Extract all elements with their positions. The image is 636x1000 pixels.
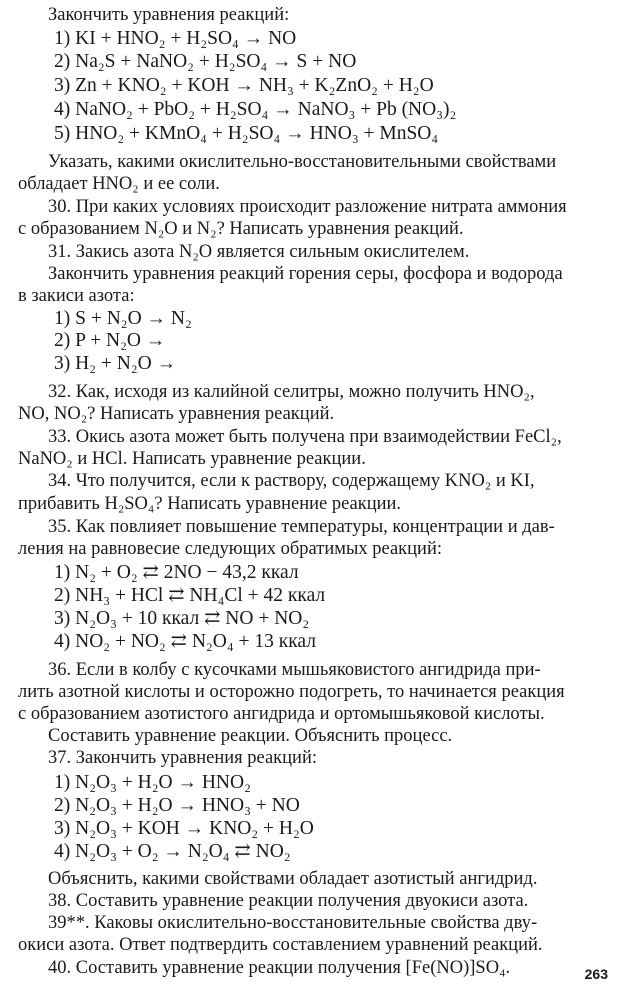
paragraph-line: с образованием азотистого ангидрида и ортомышьяковой кислоты. (18, 704, 545, 725)
equation: 4) NO₂ + NO₂ ⇄ N₂O₄ + 13 ккал (54, 631, 316, 653)
equation: 2) P + N₂O → (54, 329, 166, 351)
paragraph-line: обладает HNO₂ и ее соли. (18, 174, 220, 195)
paragraph-line: NaNO₂ и HCl. Написать уравнение реакции. (18, 449, 366, 470)
paragraph-line: Указать, какими окислительно-восстановительными свойствами (48, 152, 557, 173)
paragraph-line: NO, NO₂? Написать уравнения реакций. (18, 404, 335, 425)
equation: 1) KI + HNO₂ + H₂SO₄ → NO (54, 27, 297, 49)
paragraph-line: Объяснить, какими свойствами обладает азотистый ангидрид. (48, 868, 538, 889)
problem-39: 39**. Каковы окислительно-восстановительные свойства дву- (48, 912, 538, 933)
equation: 4) NaNO₂ + PbO₂ + H₂SO₄ → NaNO₃ + Pb (NO₃)₂ (54, 99, 457, 121)
equation: 3) N₂O₃ + KOH → KNO₂ + H₂O (54, 817, 314, 839)
equation: 1) S + N₂O → N₂ (54, 307, 192, 329)
paragraph-line: окиси азота. Ответ подтвердить составлением уравнений реакций. (18, 935, 543, 956)
problem-33: 33. Окись азота может быть получена при взаимодействии FeCl₂, (48, 427, 562, 448)
equation: 2) Na₂S + NaNO₂ + H₂SO₄ → S + NO (54, 50, 357, 72)
equation: 1) N₂ + O₂ ⇄ 2NO − 43,2 ккал (54, 561, 299, 583)
equation: 5) HNO₂ + KMnO₄ + H₂SO₄ → HNO₃ + MnSO₄ (54, 123, 439, 145)
equation: 4) N₂O₃ + O₂ → N₂O₄ ⇄ NO₂ (54, 840, 291, 862)
problem-30: 30. При каких условиях происходит разложение нитрата аммония (48, 197, 567, 218)
equation: 3) H₂ + N₂O → (54, 353, 177, 375)
equation: 2) N₂O₃ + H₂O → HNO₃ + NO (54, 794, 300, 816)
paragraph-line: лить азотной кислоты и осторожно подогреть, то начинается реакция (18, 682, 565, 703)
paragraph-line: в закиси азота: (18, 285, 135, 306)
task-heading: Закончить уравнения реакций: (48, 4, 290, 25)
paragraph-line: с образованием N₂O и N₂? Написать уравнения реакций. (18, 219, 464, 240)
equation: 1) N₂O₃ + H₂O → HNO₂ (54, 771, 251, 793)
paragraph-line: Закончить уравнения реакций горения серы, фосфора и водорода (48, 263, 563, 284)
page-number: 263 (584, 966, 608, 982)
equation: 3) Zn + KNO₂ + KOH → NH₃ + K₂ZnO₂ + H₂O (54, 75, 434, 97)
paragraph-line: ления на равновесие следующих обратимых реакций: (18, 538, 442, 559)
problem-36: 36. Если в колбу с кусочками мышьяковистого ангидрида при- (48, 659, 541, 680)
problem-31: 31. Закись азота N₂O является сильным окислителем. (48, 241, 470, 262)
problem-40: 40. Составить уравнение реакции получения [Fe(NO)]SO₄. (48, 958, 511, 978)
equation: 3) N₂O₃ + 10 ккал ⇄ NO + NO₂ (54, 607, 310, 629)
problem-35: 35. Как повлияет повышение температуры, концентрации и дав- (48, 516, 555, 537)
equation: 2) NH₃ + HCl ⇄ NH₄Cl + 42 ккал (54, 584, 326, 606)
paragraph-line: Составить уравнение реакции. Объяснить процесс. (48, 726, 453, 747)
problem-34: 34. Что получится, если к раствору, содержащему KNO₂ и KI, (48, 471, 535, 492)
problem-32: 32. Как, исходя из калийной селитры, можно получить HNO₂, (48, 381, 535, 402)
problem-38: 38. Составить уравнение реакции получения двуокиси азота. (48, 890, 529, 911)
paragraph-line: прибавить H₂SO₄? Написать уравнение реакции. (18, 493, 402, 514)
problem-37: 37. Закончить уравнения реакций: (48, 748, 317, 769)
